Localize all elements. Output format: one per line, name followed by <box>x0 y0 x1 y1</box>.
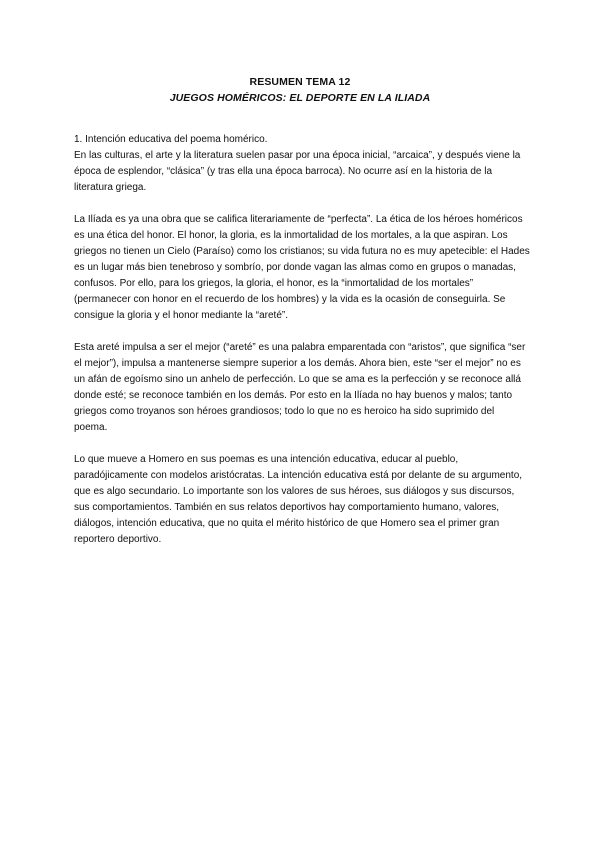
document-title: RESUMEN TEMA 12 <box>249 76 351 88</box>
paragraph-arete: Esta areté impulsa a ser el mejor (“areté” es una palabra emparentada con “aristos”, que significa “ser el mejor”), impulsa a mantenerse siempre superior a los demás. Ahora bien, este “ser el mejor” no es un afán de egoísmo sino un anhelo de perfección. Lo que se ama es la perfección y se reconoce allá donde esté; se reconoce también en los demás. Por esto en la Ilíada no hay buenos y malos; tanto griegos como troyanos son héroes grandiosos; todo lo que no es heroico ha sido suprimido del poema. <box>74 342 526 433</box>
paragraph-iliad-honor: La Ilíada es ya una obra que se califica literariamente de “perfecta”. La ética de los héroes homéricos es una ética del honor. El honor, la gloria, es la inmortalidad de los mortales, a la que aspiran. Los griegos no tienen un Cielo (Paraíso) como los cristianos; su vida futura no es muy apetecible: el Hades es un lugar más bien tenebroso y sombrío, por donde vagan las almas como en grupos o manadas, confusos. Por ello, para los griegos, la gloria, el honor, es la “inmortalidad de los mortales” (permanecer con honor en el recuerdo de los hombres) y la vida es la ocasión de conseguirla. Se consigue la gloria y el honor mediante la “areté”. <box>74 214 530 321</box>
section-heading: 1. Intención educativa del poema homérico. <box>74 134 268 145</box>
document-subtitle: JUEGOS HOMÉRICOS: EL DEPORTE EN LA ILIADA <box>169 92 431 104</box>
document-body <box>74 132 530 548</box>
document-header <box>0 74 600 106</box>
paragraph-homer-intention: Lo que mueve a Homero en sus poemas es una intención educativa, educar al pueblo, paradójicamente con modelos aristócratas. La intención educativa está por delante de su argumento, que es algo secundario. Lo importante son los valores de sus héroes, sus diálogos y sus discursos, sus comportamientos. También en sus relatos deportivos hay comportamiento humano, valores, diálogos, intención educativa, que no quita el mérito histórico de que Homero sea el primer gran reportero deportivo. <box>74 454 523 545</box>
paragraph-intro: En las culturas, el arte y la literatura suelen pasar por una época inicial, “arcaica”, y después viene la época de esplendor, “clásica” (y tras ella una época barroca). No ocurre así en la historia de la literatura griega. <box>74 150 521 193</box>
